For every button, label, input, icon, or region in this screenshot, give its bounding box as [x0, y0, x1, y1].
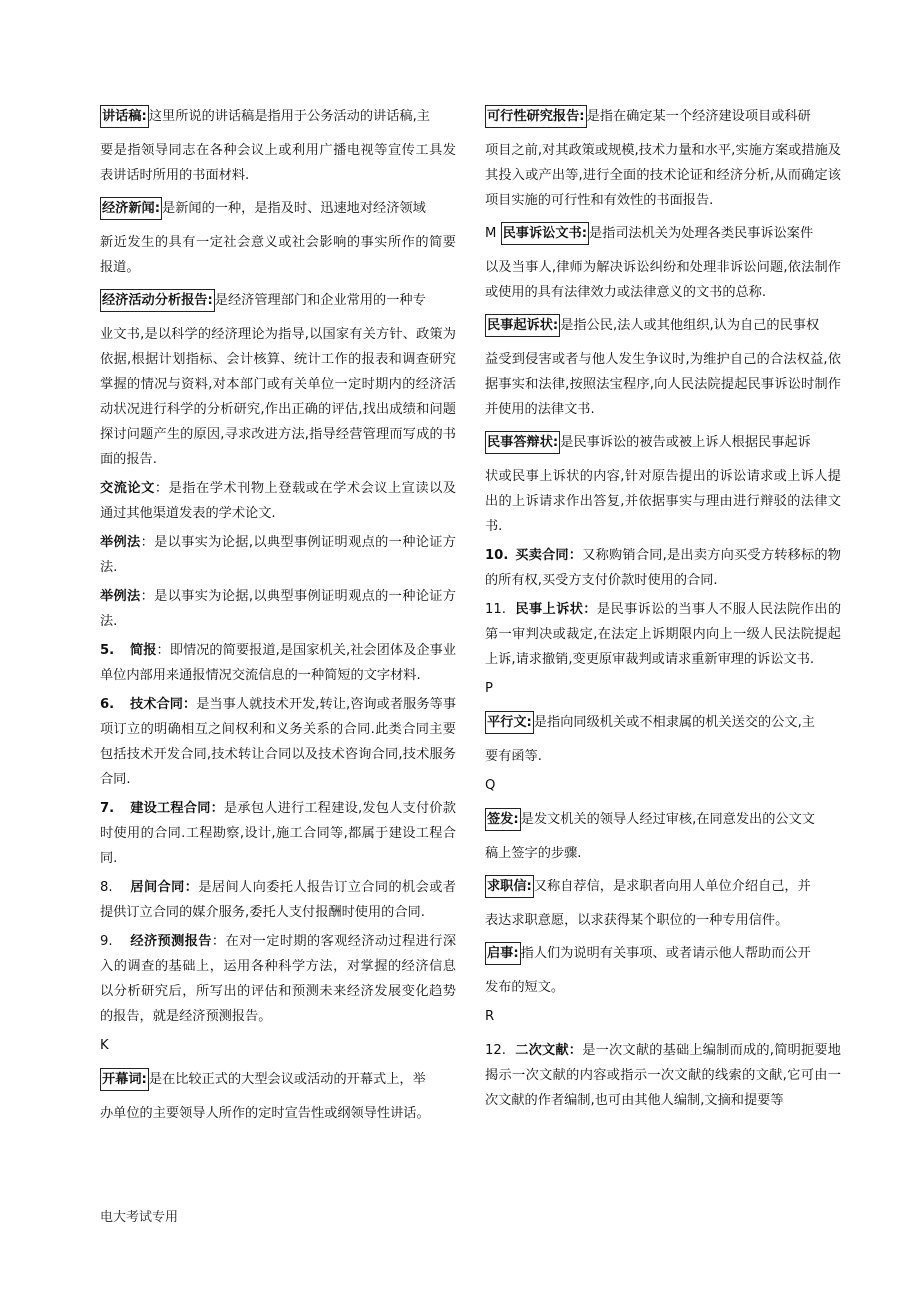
entry-example-method — [100, 530, 456, 580]
entry-text: 项目之前,对其政策或规模,技术力量和水平,实施方案或措施及其投入或产出等,进行全面的技术论证和经济分析,从而确定该项目实施的可行性和有效性的书面报告. — [485, 143, 841, 208]
entry-text: 是民事诉讼的被告或被上诉人根据民事起诉 — [560, 435, 811, 450]
section-letter-k: K — [100, 1038, 109, 1053]
section-letter-m: M — [485, 226, 497, 241]
entry-signing — [485, 807, 841, 866]
section-letter-p: P — [485, 681, 493, 696]
entry-sales-contract — [485, 543, 841, 593]
entry-text: 要有函等. — [485, 749, 542, 764]
entry-text: 是指公民,法人或其他组织,认为自己的民事权 — [560, 318, 820, 333]
term-economic-forecast-report: 经济预测报告 — [130, 934, 212, 949]
entry-text: 是新闻的一种，是指及时、迅速地对经济领域 — [162, 201, 426, 216]
entry-construction-contract — [100, 796, 456, 871]
entry-text: 益受到侵害或者与他人发生争议时,为维护自己的合法权益,依据事实和法律,按照法宝程序,向人民法院提起民事诉讼时制作并使用的法律文书. — [485, 352, 841, 417]
entry-text: 是民事诉讼的当事人不服人民法院作出的第一审判决或裁定,在法定上诉期限内向上一级人民法院提起上诉,请求撤销,变更原审裁判或请求重新审理的诉讼文书. — [485, 602, 842, 667]
page-footer: 电大考试专用 — [100, 1210, 179, 1225]
term-opening-speech: 开幕词: — [100, 1068, 149, 1091]
entry-speech-draft — [100, 104, 456, 188]
entry-text: 表达求职意愿，以求获得某个职位的一种专用信件。 — [485, 913, 789, 928]
term-civil-complaint: 民事起诉状: — [485, 314, 560, 337]
entry-text: 这里所说的讲话稿是指用于公务活动的讲话稿,主 — [148, 109, 430, 124]
entry-text: 发布的短文。 — [485, 980, 565, 995]
entry-text: 是指在确定某一个经济建设项目或科研 — [586, 109, 811, 124]
term-exchange-paper: 交流论文 — [100, 481, 155, 496]
entry-text: 是当事人就技术开发,转让,咨询或者服务等事项订立的明确相互之间权利和义务关系的合同.此类合同主要包括技术开发合同,技术转让合同以及技术咨询合同,技术服务合同. — [100, 697, 457, 787]
term-civil-litigation-document: 民事诉讼文书: — [501, 222, 589, 245]
entry-number: 12. — [485, 1043, 506, 1058]
term-notice: 启事: — [485, 942, 521, 965]
section-letter-r: R — [485, 1009, 495, 1024]
term-brokerage-contract: 居间合同： — [130, 880, 199, 895]
term-economic-analysis-report: 经济活动分析报告: — [100, 289, 215, 312]
entry-text: 是在比较正式的大型会议或活动的开幕式上，举 — [148, 1072, 426, 1087]
entry-economic-analysis-report — [100, 288, 456, 472]
entry-notice — [485, 941, 841, 1000]
entry-civil-litigation-document — [485, 221, 841, 305]
term-civil-appeal: 民事上诉状： — [515, 602, 597, 617]
entry-technology-contract — [100, 692, 456, 792]
section-letter-q: Q — [485, 778, 496, 793]
entry-text: 是发文机关的领导人经过审核,在同意发出的公文文 — [520, 812, 815, 827]
term-secondary-literature: 二次文献： — [515, 1043, 583, 1058]
term-signing: 签发: — [485, 808, 521, 831]
entry-civil-appeal — [485, 597, 841, 672]
right-column — [485, 104, 841, 1113]
term-parallel-document: 平行文: — [485, 711, 534, 734]
term-briefing: 简报 — [130, 643, 157, 658]
entry-text: 要是指领导同志在各种会议上或利用广播电视等宣传工具发表讲话时所用的书面材料. — [100, 143, 456, 183]
entry-number: 7. — [100, 801, 115, 816]
entry-cover-letter — [485, 874, 841, 933]
term-feasibility-report: 可行性研究报告: — [485, 105, 587, 128]
entry-civil-defense — [485, 430, 841, 539]
term-civil-defense: 民事答辩状: — [485, 431, 560, 454]
term-cover-letter: 求职信: — [485, 875, 534, 898]
entry-text: 业文书,是以科学的经济理论为指导,以国家有关方针、政策为依据,根据计划指标、会计核算、统计工作的报表和调查研究掌握的情况与资料,对本部门或有关单位一定时期内的经济活动状况进行科学的分析研究,作出正确的评估,找出成绩和问题探讨问题产生的原因,寻求改进方法,指导经营管理而写成的书面的报告. — [100, 327, 456, 467]
term-technology-contract: 技术合同： — [130, 697, 197, 712]
term-construction-contract: 建设工程合同： — [130, 801, 225, 816]
entry-economic-news — [100, 196, 456, 280]
term-economic-news: 经济新闻: — [100, 197, 162, 220]
entry-text: 指人们为说明有关事项、或者请示他人帮助而公开 — [520, 946, 811, 961]
entry-text: ：是以事实为论据,以典型事例证明观点的一种论证方法. — [100, 535, 456, 575]
term-speech-draft: 讲话稿: — [100, 105, 149, 128]
entry-economic-forecast-report — [100, 929, 456, 1029]
entry-text: ：是指在学术刊物上登载或在学术会议上宣读以及通过其他渠道发表的学术论文. — [100, 481, 457, 521]
term-example-method: 举例法 — [100, 535, 141, 550]
entry-text: 状或民事上诉状的内容,针对原告提出的诉讼请求或上诉人提出的上诉请求作出答复,并依据事实与理由进行辩驳的法律文书. — [485, 469, 841, 534]
entry-feasibility-report — [485, 104, 841, 213]
entry-parallel-document — [485, 710, 841, 769]
entry-text: ：即情况的简要报道,是国家机关,社会团体及企事业单位内部用来通报情况交流信息的一种简短的文字材料. — [100, 643, 457, 683]
entry-text: 是承包人进行工程建设,发包人支付价款时使用的合同.工程勘察,设计,施工合同等,都属于建设工程合同. — [100, 801, 456, 866]
entry-text: 是指向同级机关或不相隶属的机关送交的公文,主 — [533, 715, 815, 730]
entry-example-method-repeat — [100, 584, 456, 634]
entry-text: ：在对一定时期的客观经济动过程进行深入的调查的基础上，运用各种科学方法，对掌握的经济信息以分析研究后，所写出的评估和预测未来经济发展变化趋势的报告，就是经济预测报告。 — [100, 934, 457, 1024]
entry-exchange-paper — [100, 476, 456, 526]
entry-number: 6. — [100, 697, 115, 712]
entry-number: 5. — [100, 643, 115, 658]
entry-opening-speech — [100, 1067, 456, 1126]
entry-text: 稿上签字的步骤. — [485, 846, 582, 861]
entry-number: 11. — [485, 602, 506, 617]
entry-text: 办单位的主要领导人所作的定时宣告性或纲领导性讲话。 — [100, 1106, 430, 1121]
term-example-method: 举例法 — [100, 589, 141, 604]
entry-number: 10. — [485, 548, 509, 563]
term-sales-contract: 买卖合同： — [515, 548, 583, 563]
left-column — [100, 104, 456, 1126]
entry-text: 是一次文献的基础上编制而成的,简明扼要地揭示一次文献的内容或指示一次文献的线索的文献,它可由一次文献的作者编制,也可由其他人编制,文摘和提要等 — [485, 1043, 841, 1108]
entry-number: 9. — [100, 934, 113, 949]
entry-briefing — [100, 638, 456, 688]
entry-number: 8. — [100, 880, 113, 895]
entry-secondary-literature — [485, 1038, 841, 1113]
entry-text: 是居间人向委托人报告订立合同的机会或者提供订立合同的媒介服务,委托人支付报酬时使用的合同. — [100, 880, 456, 920]
entry-brokerage-contract — [100, 875, 456, 925]
entry-text: 以及当事人,律师为解决诉讼纠纷和处理非诉讼问题,依法制作或使用的具有法律效力或法律意义的文书的总称. — [485, 260, 841, 300]
entry-text: 是经济管理部门和企业常用的一种专 — [214, 293, 426, 308]
entry-text: 又称自荐信，是求职者向用人单位介绍自己，并 — [533, 879, 811, 894]
entry-text: ：是以事实为论据,以典型事例证明观点的一种论证方法. — [100, 589, 456, 629]
entry-civil-complaint — [485, 313, 841, 422]
entry-text: 新近发生的具有一定社会意义或社会影响的事实所作的简要报道。 — [100, 235, 456, 275]
entry-text: 又称购销合同,是出卖方向买受方转移标的物的所有权,买受方支付价款时使用的合同. — [485, 548, 841, 588]
entry-text: 是指司法机关为处理各类民事诉讼案件 — [589, 226, 814, 241]
